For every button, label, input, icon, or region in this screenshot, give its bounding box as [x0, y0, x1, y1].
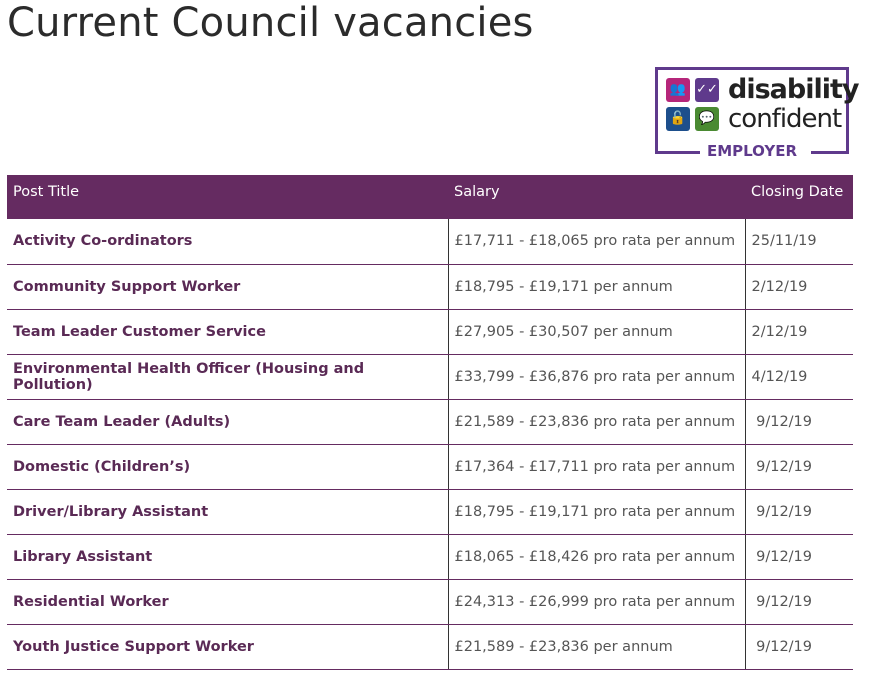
post-title-link[interactable]: Youth Justice Support Worker	[7, 624, 448, 669]
disability-confident-logo	[655, 67, 859, 160]
salary-cell: £18,795 - £19,171 per annum	[448, 264, 745, 309]
closing-date-cell: 25/11/19	[745, 219, 853, 264]
logo-word-disability: disability	[728, 74, 859, 105]
logo-line-right	[811, 151, 849, 154]
closing-date-cell: 9/12/19	[745, 534, 853, 579]
table-row	[7, 219, 853, 264]
table-row	[7, 309, 853, 354]
closing-date-cell: 2/12/19	[745, 309, 853, 354]
table-row	[7, 624, 853, 669]
post-title-link[interactable]: Community Support Worker	[7, 264, 448, 309]
closing-date-cell: 9/12/19	[745, 489, 853, 534]
closing-date-cell: 4/12/19	[745, 354, 853, 399]
people-icon: 👥	[666, 78, 690, 102]
salary-cell: £21,589 - £23,836 per annum	[448, 624, 745, 669]
header-closing-date: Closing Date	[745, 175, 853, 219]
salary-cell: £18,795 - £19,171 pro rata per annum	[448, 489, 745, 534]
header-post-title: Post Title	[7, 175, 448, 219]
salary-cell: £17,711 - £18,065 pro rata per annum	[448, 219, 745, 264]
salary-cell: £24,313 - £26,999 pro rata per annum	[448, 579, 745, 624]
logo-word-confident: confident	[728, 104, 842, 134]
table-row	[7, 489, 853, 534]
table-row	[7, 579, 853, 624]
table-row	[7, 354, 853, 399]
padlock-icon: 🔓	[666, 107, 690, 131]
table-row	[7, 399, 853, 444]
salary-cell: £27,905 - £30,507 per annum	[448, 309, 745, 354]
table-row	[7, 264, 853, 309]
salary-cell: £33,799 - £36,876 pro rata per annum	[448, 354, 745, 399]
post-title-link[interactable]: Residential Worker	[7, 579, 448, 624]
salary-cell: £18,065 - £18,426 pro rata per annum	[448, 534, 745, 579]
post-title-link[interactable]: Team Leader Customer Service	[7, 309, 448, 354]
salary-cell: £21,589 - £23,836 pro rata per annum	[448, 399, 745, 444]
post-title-link[interactable]: Care Team Leader (Adults)	[7, 399, 448, 444]
closing-date-cell: 9/12/19	[745, 624, 853, 669]
post-title-link[interactable]: Library Assistant	[7, 534, 448, 579]
checkmarks-icon: ✓✓	[695, 78, 719, 102]
vacancies-table	[7, 175, 853, 670]
closing-date-cell: 9/12/19	[745, 444, 853, 489]
table-row	[7, 534, 853, 579]
closing-date-cell: 9/12/19	[745, 579, 853, 624]
closing-date-cell: 9/12/19	[745, 399, 853, 444]
table-header	[7, 175, 853, 219]
salary-cell: £17,364 - £17,711 pro rata per annum	[448, 444, 745, 489]
speech-person-icon: 💬	[695, 107, 719, 131]
table-row	[7, 444, 853, 489]
post-title-link[interactable]: Domestic (Children’s)	[7, 444, 448, 489]
post-title-link[interactable]: Activity Co-ordinators	[7, 219, 448, 264]
header-salary: Salary	[448, 175, 745, 219]
logo-word-employer: EMPLOYER	[706, 142, 798, 160]
post-title-link[interactable]: Environmental Health Officer (Housing and Pollution)	[7, 354, 448, 399]
closing-date-cell: 2/12/19	[745, 264, 853, 309]
post-title-link[interactable]: Driver/Library Assistant	[7, 489, 448, 534]
page-title: Current Council vacancies	[7, 0, 534, 46]
